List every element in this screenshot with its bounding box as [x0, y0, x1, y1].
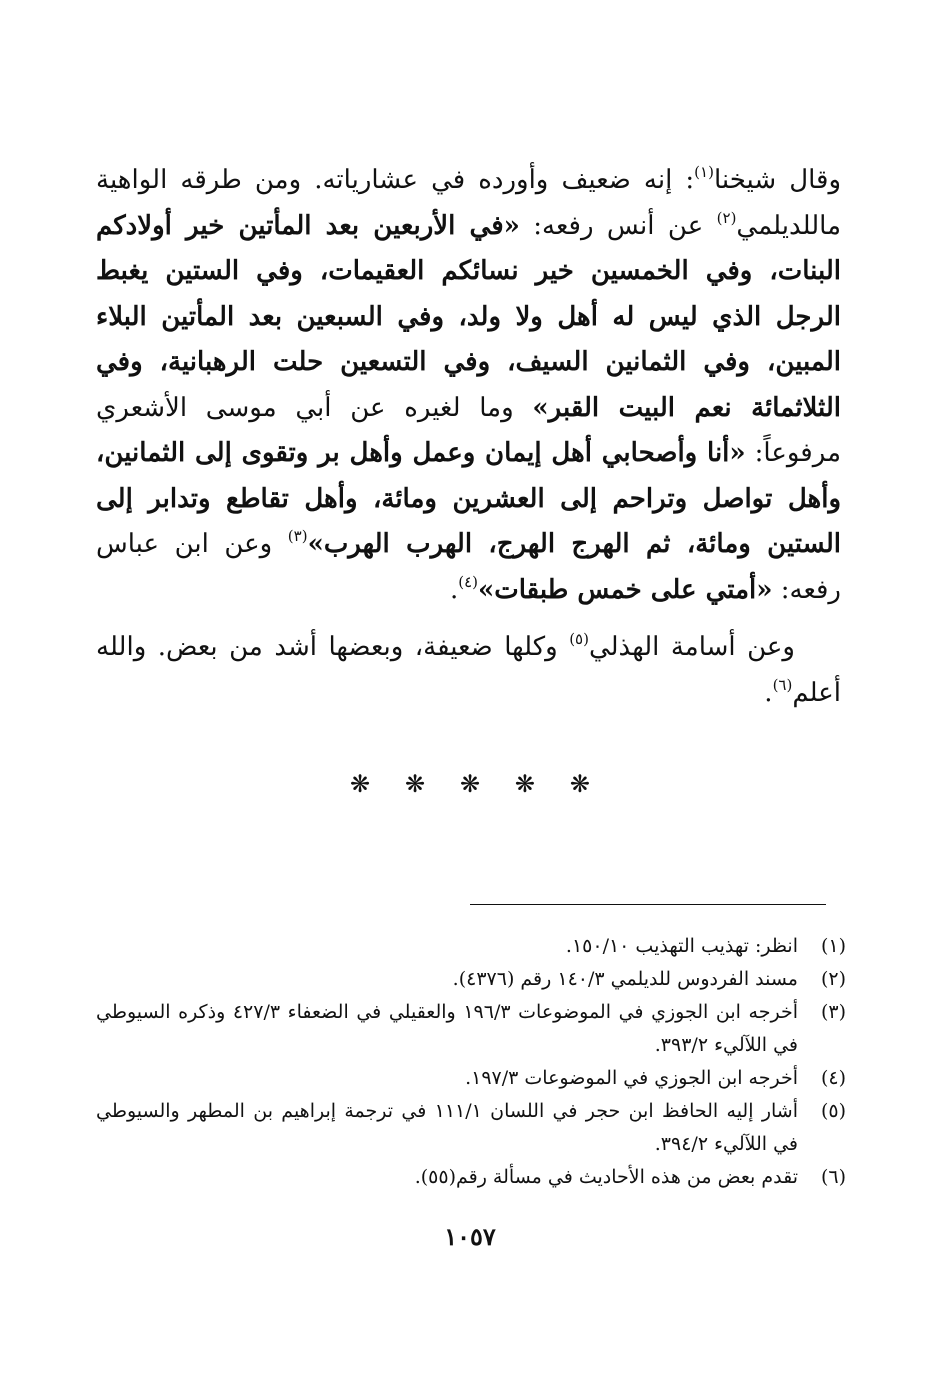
footnote-ref: (٣)	[287, 527, 308, 545]
footnote	[96, 996, 846, 1062]
footnote-text: أشار إليه الحافظ ابن حجر في اللسان ١١١/١ في ترجمة إبراهيم بن المطهر والسيوطي في اللآليء ٣٩٤/٢.	[96, 1100, 798, 1155]
footnote-ref: (٦)	[772, 675, 793, 694]
footnote	[96, 1062, 846, 1095]
text-span: وما لغيره عن أبي موسى الأشعري مرفوعاً:	[96, 392, 842, 468]
footnote-divider	[470, 904, 826, 905]
section-separator	[350, 770, 590, 798]
footnote-ref: (٥)	[569, 630, 589, 648]
text-span: وقال شيخنا	[713, 165, 841, 195]
footnote-number: (٣)	[820, 1001, 846, 1023]
main-text	[96, 158, 841, 716]
star-ornament-icon: ❋	[404, 770, 426, 798]
footnote-number: (١)	[820, 935, 846, 957]
star-ornament-icon: ❋	[514, 770, 536, 798]
footnote-number: (٥)	[820, 1100, 846, 1122]
text-span: .	[764, 677, 773, 708]
page-number: ١٠٥٧	[444, 1222, 496, 1251]
footnote-text: أخرجه ابن الجوزي في الموضوعات ١٩٦/٣ والعقيلي في الضعفاء ٤٢٧/٣ وذكره السيوطي في اللآليء ٣٩٣/٢.	[96, 1001, 798, 1056]
text-span: عن أنس رفعه:	[519, 210, 717, 241]
hadith-quote: «في الأربعين بعد المأتين خير أولادكم البنات، وفي الخمسين خير نسائكم العقيمات، وفي الستين يغبط الرجل الذي ليس له أهل ولا ولد، وفي السبعين بعد المأتين البلاء المبين، وفي الثمانين السيف، وفي التسعين حلت الرهبانية، وفي الثلاثمائة نعم البيت القبر»	[96, 210, 841, 423]
hadith-quote: «أنا وأصحابي أهل إيمان وعمل وأهل بر وتقوى إلى الثمانين، وأهل تواصل وتراحم إلى العشرين ومائة، وأهل تقاطع وتدابر إلى الستين ومائة، ثم الهرج الهرج، الهرب الهرب»	[96, 438, 842, 559]
star-ornament-icon: ❋	[350, 770, 371, 798]
text-span: وعن أسامة الهذلي	[588, 632, 795, 662]
footnote-text: انظر: تهذيب التهذيب ١٥٠/١٠.	[565, 935, 798, 957]
footnote	[96, 1095, 846, 1161]
paragraph-1	[96, 158, 841, 613]
footnote	[96, 930, 846, 963]
footnotes	[96, 930, 846, 1194]
footnote-number: (٤)	[820, 1067, 846, 1089]
text-span: وعن ابن عباس رفعه:	[96, 529, 841, 605]
footnote-text: مسند الفردوس للديلمي ١٤٠/٣ رقم (٤٣٧٦).	[452, 968, 798, 990]
text-span: .	[449, 574, 459, 605]
footnote	[96, 963, 846, 996]
paragraph-2	[96, 625, 841, 716]
text-span: وكلها ضعيفة، وبعضها أشد من بعض. والله أعلم	[96, 632, 841, 708]
footnote-text: أخرجه ابن الجوزي في الموضوعات ١٩٧/٣.	[465, 1067, 798, 1089]
hadith-quote: «أمتي على خمس طبقات»	[478, 574, 773, 605]
text-span: : إنه ضعيف وأورده في عشارياته. ومن طرقه الواهية ماللديلمي	[96, 165, 841, 241]
footnote-number: (٢)	[820, 968, 846, 990]
star-ornament-icon: ❋	[569, 770, 590, 798]
footnote-ref: (٢)	[716, 208, 737, 227]
footnote-ref: (٤)	[458, 572, 479, 591]
footnote	[96, 1161, 846, 1194]
star-ornament-icon: ❋	[459, 770, 481, 798]
footnote-ref: (١)	[694, 163, 714, 181]
footnote-text: تقدم بعض من هذه الأحاديث في مسألة رقم(٥٥).	[414, 1166, 798, 1188]
footnote-number: (٦)	[820, 1166, 846, 1188]
